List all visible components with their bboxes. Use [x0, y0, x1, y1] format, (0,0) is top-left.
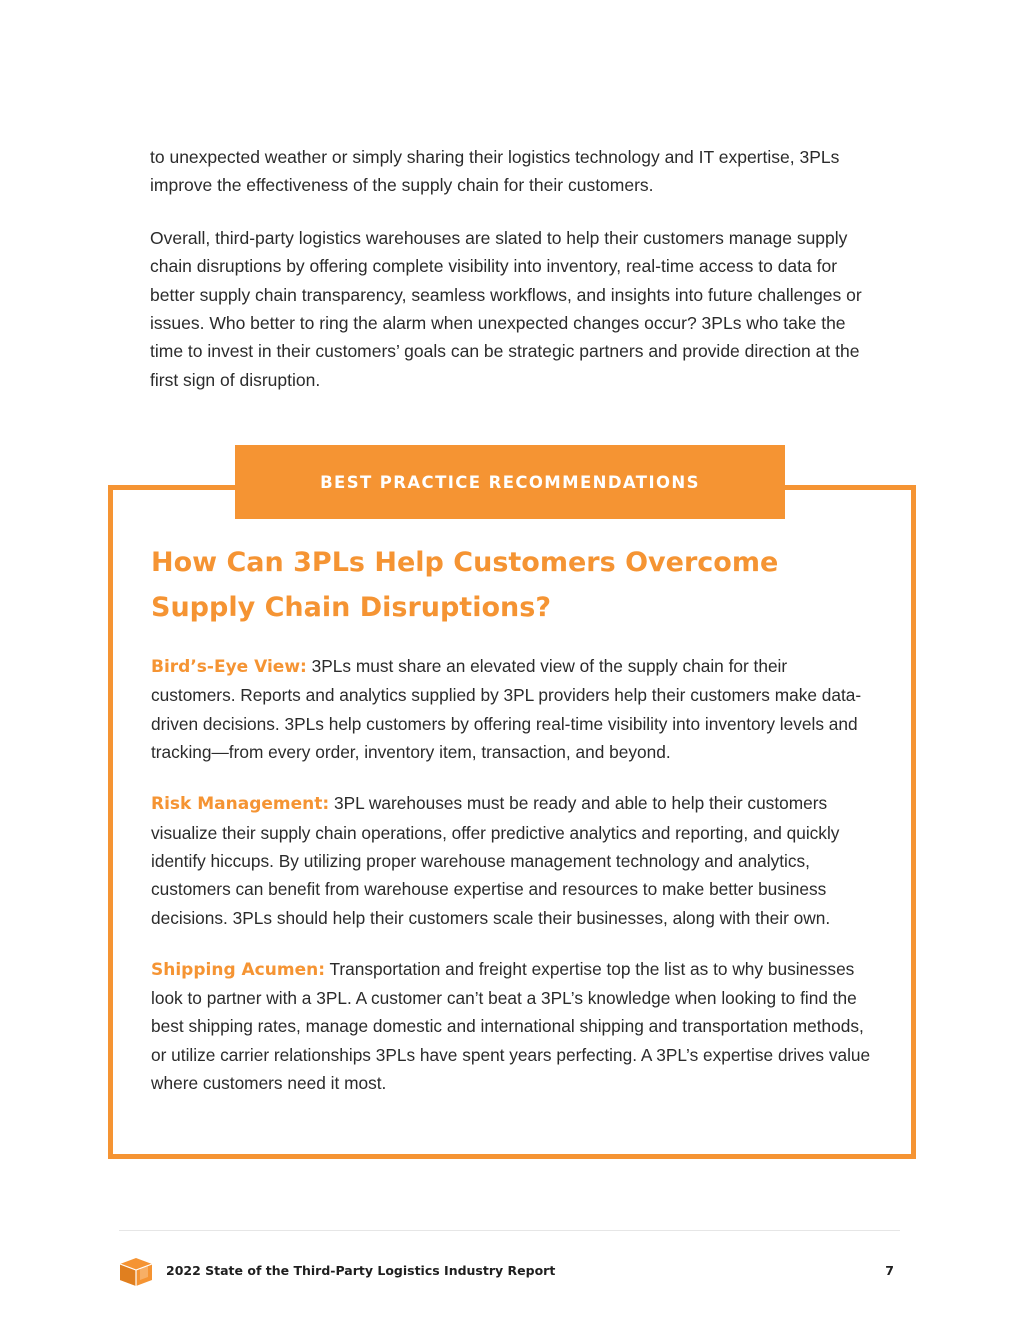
- recommendation-lead: Risk Management:: [151, 794, 330, 815]
- recommendation-text: 3PL warehouses must be ready and able to help their customers visualize their supply chain operations, offer predictive analytics and reporting, and quickly identify hiccups. By utilizing proper warehouse management technology and analytics, customers can benefit from warehouse expertise and resources to make better business decisions. 3PLs should help their customers scale their businesses, along with their own.: [151, 793, 840, 928]
- recommendation-birds-eye-view: [151, 652, 876, 767]
- intro-section: [150, 143, 875, 418]
- intro-paragraph: Overall, third-party logistics warehouses are slated to help their customers manage supply chain disruptions by offering complete visibility into inventory, real-time access to data for better supply chain transparency, seamless workflows, and insights into future challenges or issues. Who better to ring the alarm when unexpected changes occur? 3PLs who take the time to invest in their customers’ goals can be strategic partners and provide direction at the first sign of disruption.: [150, 227, 862, 390]
- recommendation-risk-management: [151, 789, 876, 932]
- recommendation-shipping-acumen: [151, 955, 876, 1098]
- recommendation-lead: Bird’s-Eye View:: [151, 657, 307, 677]
- footer-divider: [119, 1230, 900, 1231]
- callout-banner-label: BEST PRACTICE RECOMMENDATIONS: [320, 472, 700, 492]
- footer-report-title: 2022 State of the Third-Party Logistics Industry Report: [166, 1263, 556, 1278]
- recommendation-text: Transportation and freight expertise top the list as to why businesses look to partner with a 3PL. A customer can’t beat a 3PL’s knowledge when looking to find the best shipping rates, manage domestic and international shipping and transportation methods, or utilize carrier relationships 3PLs have spent years perfecting. A 3PL’s expertise drives value where customers need it most.: [151, 958, 871, 1094]
- callout-title: How Can 3PLs Help Customers Overcome Supply Chain Disruptions?: [151, 547, 779, 623]
- intro-paragraph: to unexpected weather or simply sharing their logistics technology and IT expertise, 3PLs improve the effectiveness of the supply chain for their customers.: [150, 147, 840, 196]
- callout-content: [151, 540, 876, 1120]
- page-number: 7: [885, 1263, 894, 1278]
- callout-banner: [235, 445, 785, 519]
- recommendation-lead: Shipping Acumen:: [151, 959, 326, 980]
- package-box-icon: [118, 1256, 154, 1288]
- recommendation-text: 3PLs must share an elevated view of the supply chain for their customers. Reports and analytics supplied by 3PL providers help their customers make data-driven decisions. 3PLs help customers by offering real-time visibility into inventory levels and tracking—from every order, inventory item, transaction, and beyond.: [151, 656, 862, 763]
